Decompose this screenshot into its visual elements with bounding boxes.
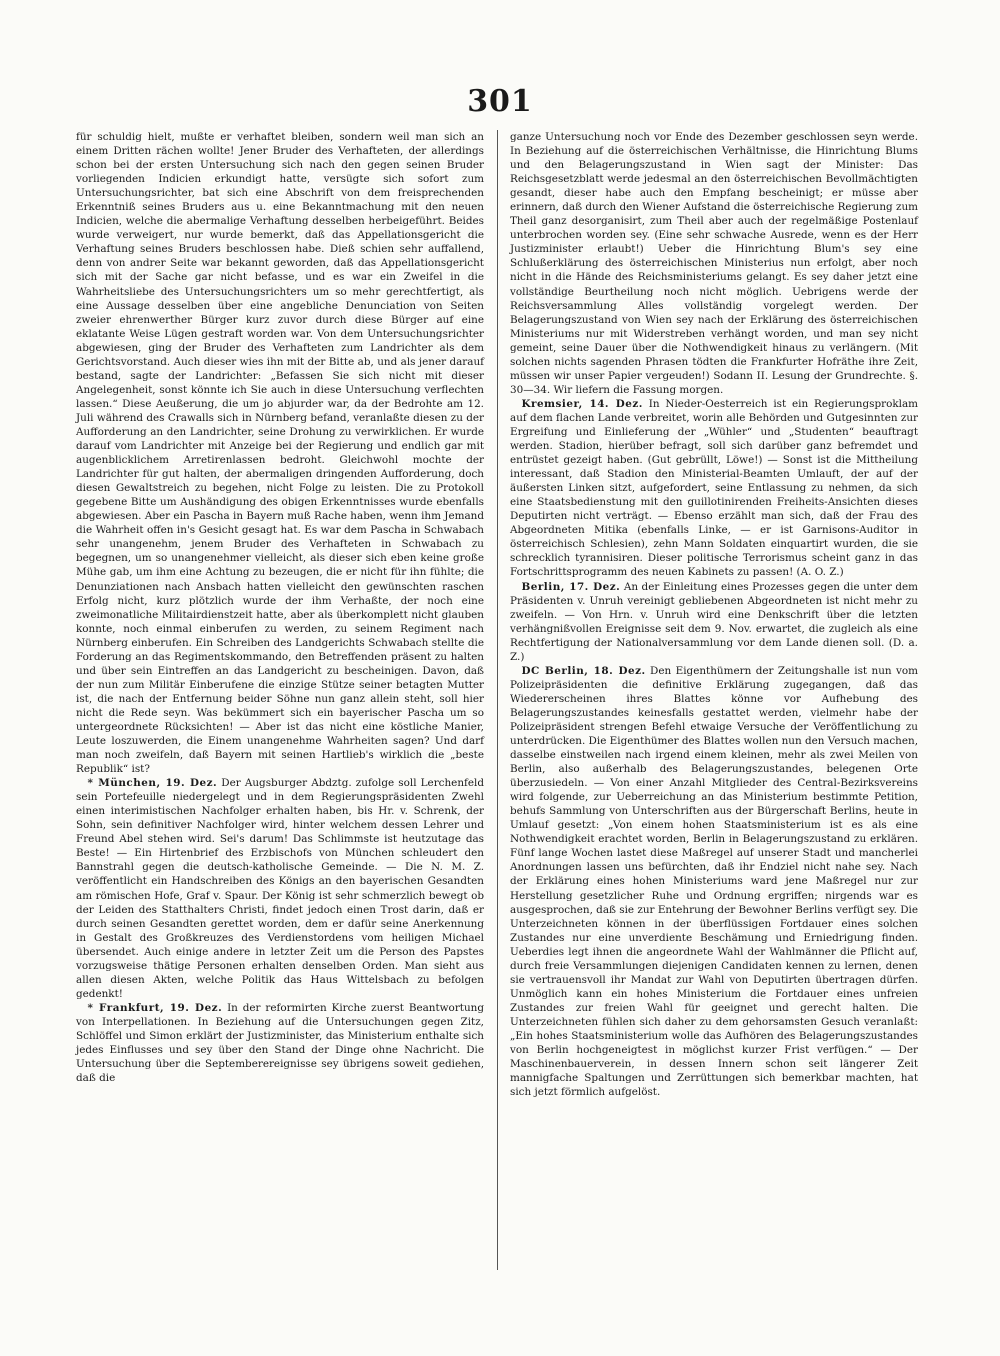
page-number: 301 xyxy=(467,84,533,119)
right-column xyxy=(510,130,918,1099)
article-text: für schuldig hielt, mußte er verhaftet bleiben, sondern weil man sich an einem Dritten rächen wollte! Jener Bruder des Verhafteten, der allerdings schon bei der ersten Untersuchung sich nach den gegen seinen Bruder vorliegenden Indicien erkundigt hatte, versügte sich sofort zum Untersuchungsrichter, bat sich eine Abschrift von dem freisprechenden Erkenntniß seines Bruders aus u. eine Bekanntmachung mit den neuen Indicien, welche die abermalige Verhaftung desselben herbeigeführt. Beides wurde verweigert, nur wurde bemerkt, daß das Appellationsgericht die Verhaftung seines Bruders beschlossen habe. Dieß schien sehr auffallend, denn von andrer Seite war bekannt geworden, daß das Appellationsgericht sich mit der Sache gar nicht befasse, und es war ein Zweifel in die Wahrheitsliebe des Untersuchungsrichters um so mehr gerechtfertigt, als eine Aussage desselben über eine angebliche Denunciation von Seiten zweier ehrenwerther Bürger kurz zuvor durch diese Bürger auf eine eklatante Weise Lügen gestraft worden war. Von dem Untersuchungsrichter abgewiesen, ging der Bruder des Verhafteten zum Landrichter als dem Gerichtsvorstand. Auch dieser wies ihn mit der Bitte ab, und als jener darauf bestand, sagte der Landrichter: „Befassen Sie sich nicht mit dieser Angelegenheit, sonst könnte ich Sie auch in diese Untersuchung verflechten lassen.“ Diese Aeußerung, die um jo abjurder war, da der Bedrohte am 12. Juli während des Crawalls sich in Nürnberg befand, veranlaßte diesen zu der Aufforderung an den Landrichter, seine Drohung zu verwirklichen. Er wurde darauf vom Landrichter mit Anzeige bei der Regierung und endlich gar mit augenblicklichem Arretirenlassen bedroht. Gleichwohl mochte der Landrichter für gut halten, der abermaligen dringenden Aufforderung, doch diesen Gewaltstreich zu begehen, nicht Folge zu leisten. Die zu Protokoll gegebene Bitte um Aushändigung des obigen Erkenntnisses wurde ebenfalls abgewiesen. Aber ein Pascha in Bayern muß Rache haben, wenn ihm Jemand die Wahrheit offen in's Gesicht gesagt hat. Es war dem Pascha in Schwabach sehr unangenehm, jenem Bruder des Verhafteten in Schwabach zu begegnen, um so unangenehmer vielleicht, als dieser sich eben keine große Mühe gab, um ihm eine Achtung zu bezeugen, die er nicht für ihn fühlte; die Denunziationen nach Ansbach hatten vielleicht den gewünschten raschen Erfolg nicht, kurz plötzlich wurde der ihm Verhaßte, der noch eine zweimonatliche Militairdienstzeit hatte, aber als überkomplett nicht glauben konnte, noch einmal einberufen zu werden, zu seinem Regiment nach Nürnberg einberufen. Ein Schreiben des Landgerichts Schwabach stellte die Forderung an das Regimentskommando, den Betreffenden präsent zu halten und über sein Eintreffen an das Landgericht zu bescheinigen. Davon, daß der nun zum Militär Einberufene die einzige Stütze seiner betagten Mutter ist, die nach der Entfernung beider Söhne nun ganz allein steht, soll hier nicht die Rede seyn. Was bekümmert sich ein bayerischer Pascha um so untergeordnete Rücksichten! — Aber ist das nicht eine köstliche Manier, Leute loszuwerden, die Einem unangenehme Wahrheiten sagen? Und darf man noch zweifeln, daß Bayern mit seinen Hartlieb's wirklich die „beste Republik“ ist? xyxy=(76,131,484,776)
article-paragraph xyxy=(510,130,918,397)
article-paragraph xyxy=(76,776,484,1001)
article-paragraph xyxy=(510,664,918,1099)
article-text: In Nieder-Oesterreich ist ein Regierungsproklam auf dem flachen Lande verbreitet, worin alle Behörden und Gutgesinnten zur Ergreifung und Einlieferung der „Wühler“ und „Studenten“ beauftragt werden. Stadion, hierüber befragt, soll sich darüber ganz befremdet und entrüstet gezeigt haben. (Gut gebrüllt, Löwe!) — Sonst ist die Mittheilung interessant, daß Stadion den Ministerial-Beamten Umlauft, der auf der äußersten Linken sitzt, aufgefordert, seine Entlassung zu nehmen, da sich eine Staatsbedienstung mit den guillotinirenden Freiheits-Ansichten dieses Deputirten nicht verträgt. — Ebenso erzählt man sich, daß der Frau des Abgeordneten Mitika (ebenfalls Linke, — er ist Garnisons-Auditor in österreichisch Schlesien), zehn Mann Soldaten einquartirt wurden, die sie schrecklich tyrannisiren. Dieser politische Terrorismus scheint ganz in das Fortschrittsprogramm des neuen Kabinets zu passen! (A. O. Z.) xyxy=(510,397,918,579)
article-text: In der reformirten Kirche zuerst Beantwortung von Interpellationen. In Beziehung auf die Untersuchungen gegen Zitz, Schlöffel und Simon erklärt der Justizminister, das Ministerium enthalte sich jedes Einflusses und sey über den Stand der Dinge ohne Nachricht. Die Untersuchung über die Septemberereignisse sey übrigens soweit gediehen, daß die xyxy=(76,1001,484,1085)
article-paragraph xyxy=(76,130,484,776)
article-text: Den Eigenthümern der Zeitungshalle ist nun vom Polizeipräsidenten die definitive Erklärung zugegangen, daß das Wiedererscheinen ihres Blattes könne vor Aufhebung des Belagerungszustandes keinesfalls gestattet werden, vielmehr habe der Polizeipräsident strengen Befehl etwaige Versuche der Veröffentlichung zu unterdrücken. Die Eigenthümer des Blattes wollen nun den Versuch machen, dasselbe einstweilen nach irgend einem kleinen, mehr als zwei Meilen von Berlin, also außerhalb des Belagerungszustandes, belegenen Orte überzusiedeln. — Von einer Anzahl Mitglieder des Central-Bezirksvereins wird folgende, zur Ueberreichung an das Ministerium bestimmte Petition, behufs Sammlung von Unterschriften aus der Bürgerschaft Berlins, heute in Umlauf gesetzt: „Von einem hohen Staatsministerium ist es als eine Nothwendigkeit erachtet worden, Berlin in Belagerungszustand zu erklären. Fünf lange Wochen lastet diese Maßregel auf unserer Stadt und mancherlei Anordnungen lassen uns befürchten, daß ihr Endziel nicht nahe sey. Nach der Erklärung eines hohen Ministeriums ward jene Maßregel nur zur Herstellung gesetzlicher Ruhe und Ordnung ergriffen; nirgends war es ausgesprochen, daß sie zur Entehrung der Bewohner Berlins verfügt sey. Die Unterzeichneten können in der überflüssigen Fortdauer eines solchen Zustandes nur eine unverdiente Beschämung und Erniedrigung finden. Ueberdies legt ihnen die angeordnete Wahl der Wahlmänner die Pflicht auf, durch freie Versammlungen diejenigen Candidaten kennen zu lernen, denen sie vertrauensvoll ihr Mandat zur Wahl von Deputirten übertragen dürfen. Unmöglich kann ein hohes Ministerium die Fortdauer eines unfreien Zustandes zur freien Wahl für geeignet und gerecht halten. Die Unterzeichneten fühlen sich daher zu dem gehorsamsten Gesuch veranlaßt: „Ein hohes Staatsministerium wolle das Aufhören des Belagerungszustandes von Berlin hochgeneigtest in möglichst kurzer Frist verfügen.“ — Der Maschinenbauerverein, in dessen Innern schon seit längerer Zeit mannigfache Spaltungen und Zerrüttungen sich bemerkbar machten, hat sich jetzt förmlich aufgelöst. xyxy=(510,664,918,1099)
article-text: ganze Untersuchung noch vor Ende des Dezember geschlossen seyn werde. In Beziehung auf die österreichischen Verhältnisse, die Hinrichtung Blums und den Belagerungszustand in Wien sagt der Minister: Das Reichsgesetzblatt werde jedesmal an den österreichischen Bevollmächtigten gesandt, dieser habe auch den Empfang bescheinigt; er müsse aber erinnern, daß durch den Wiener Aufstand die österreichische Regierung zum Theil ganz desorganisirt, zum Theil aber auch der regelmäßige Postenlauf unterbrochen worden sey. (Eine sehr schwache Ausrede, wenn es der Herr Justizminister erlaubt!) Ueber die Hinrichtung Blum's sey eine Schlußerklärung des österreichischen Ministerius nun erfolgt, aber noch nicht in die Hände des Reichsministeriums gelangt. Es sey daher jetzt eine vollständige Beurtheilung noch nicht möglich. Uebrigens werde der Reichsversammlung Alles vollständig vorgelegt werden. Der Belagerungszustand von Wien sey nach der Erklärung des österreichischen Ministeriums nur mit Widerstreben verhängt worden, und man sey nicht gemeint, seine Dauer über die Nothwendigkeit hinaus zu verlängern. (Mit solchen nichts sagenden Phrasen tödten die Frankfurter Hofräthe ihre Zeit, müssen wir unser Papier vergeuden!) Sodann II. Lesung der Grundrechte. §. 30—34. Wir liefern die Fassung morgen. xyxy=(510,131,919,396)
article-dateline: * München, 19. Dez. xyxy=(87,777,218,790)
article-text: Der Augsburger Abdztg. zufolge soll Lerchenfeld sein Portefeuille niedergelegt und in dem Regierungspräsidenten Zwehl einen interimistischen Nachfolger erhalten haben, bis Hr. v. Schrenk, der Sohn, sein definitiver Nachfolger wird, hinter welchem dessen Lehrer und Freund Abel stehen wird. Sei's darum! Das Schlimmste ist heutzutage das Beste! — Ein Hirtenbrief des Erzbischofs von München schleudert den Bannstrahl gegen die deutsch-katholische Gemeinde. — Die N. M. Z. veröffentlicht ein Handschreiben des Königs an den bayerischen Gesandten am römischen Hofe, Graf v. Spaur. Der König ist sehr schmerzlich bewegt ob der Leiden des Statthalters Christi, findet jedoch einen Trost darin, daß er durch seinen Gesandten gerettet worden, dem er dafür seine Anerkennung in Gestalt des Großkreuzes des Verdienstordens vom heiligen Michael übersendet. Auch einige andere in letzter Zeit um die Person des Papstes vorzugsweise thätige Personen erhalten denselben Orden. Man sieht aus allen diesen Akten, welche Politik das Haus Wittelsbach zu befolgen gedenkt! xyxy=(76,777,484,1000)
column-divider xyxy=(497,130,498,1270)
article-dateline: Kremsier, 14. Dez. xyxy=(521,397,643,410)
article-dateline: DC Berlin, 18. Dez. xyxy=(521,664,646,677)
article-paragraph xyxy=(510,397,918,580)
article-paragraph xyxy=(510,580,918,664)
article-dateline: * Frankfurt, 19. Dez. xyxy=(87,1001,223,1014)
left-column xyxy=(76,130,484,1085)
article-dateline: Berlin, 17. Dez. xyxy=(521,580,621,593)
article-text: An der Einleitung eines Prozesses gegen die unter dem Präsidenten v. Unruh vereinigt gebliebenen Abgeordneten ist nicht mehr zu zweifeln. — Von Hrn. v. Unruh wird eine Denkschrift über die letzten verhängnißvollen Ereignisse seit dem 9. Nov. erwartet, die zugleich als eine Rechtfertigung der Nationalversammlung vor dem Lande dienen soll. (D. a. Z.) xyxy=(510,580,918,663)
article-paragraph xyxy=(76,1001,484,1085)
